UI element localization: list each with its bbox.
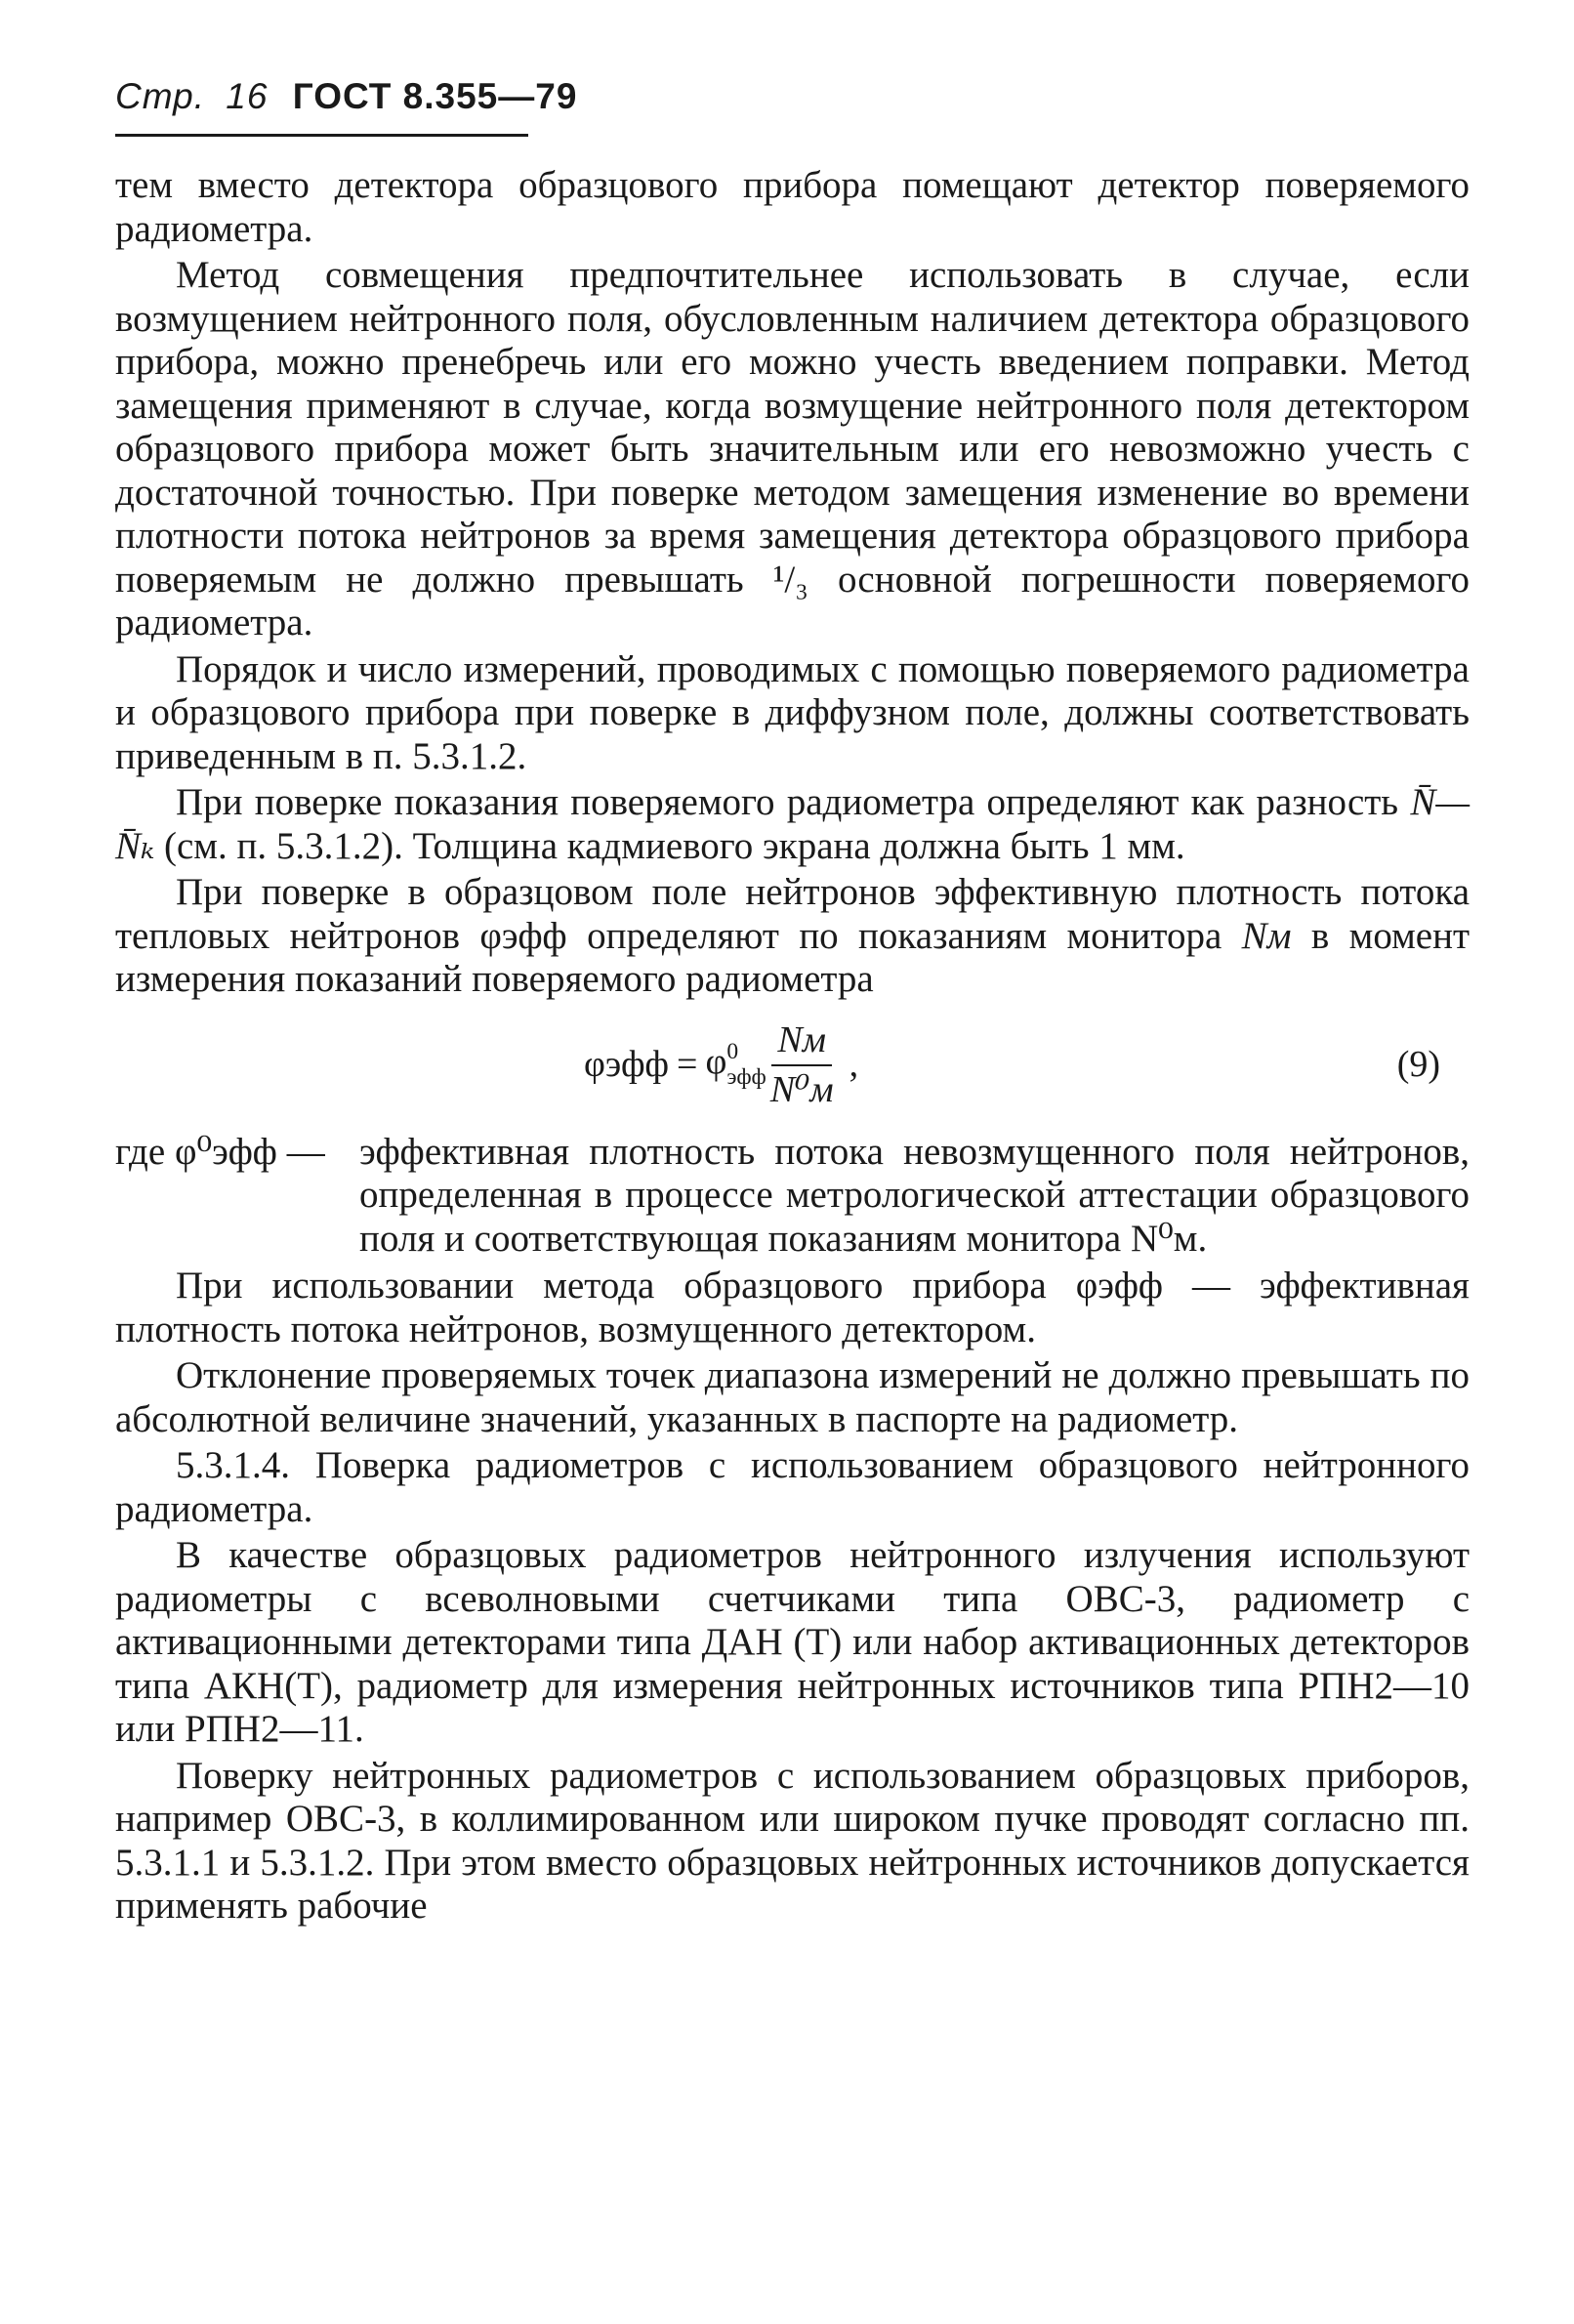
monitor-symbol: Nм (1241, 914, 1292, 957)
header-rule (115, 134, 528, 137)
formula-lhs: φэфф (584, 1044, 670, 1086)
phi0-sub: эфф (726, 1063, 766, 1090)
where-dash: — (286, 1130, 325, 1173)
phi-eff-symbol: φэфф (479, 914, 567, 957)
formula-phi0 (705, 1040, 766, 1091)
formula-comma: , (849, 1044, 859, 1086)
document-body (115, 164, 1470, 1931)
formula-9 (115, 1008, 1470, 1123)
page-header (115, 76, 577, 117)
paragraph-1: тем вместо детектора образцового прибора помещают детектор поверяемого радиометра. (115, 164, 1470, 250)
where-symbol: φ⁰эфф (174, 1130, 277, 1173)
one-third-fraction: ¹/₃ (772, 558, 808, 601)
paragraph-4-end: (см. п. 5.3.1.2). Толщина кадмиевого экрана должна быть 1 мм. (164, 824, 1185, 867)
paragraph-5-mid: определяют по показаниям монитора (587, 914, 1222, 957)
where-description: эффективная плотность потока невозмущенного поля нейтронов, определенная в процессе метрологической аттестации образцового поля и соответствующая показаниям монитора N⁰м. (359, 1130, 1470, 1260)
paragraph-10: Поверку нейтронных радиометров с использованием образцовых приборов, например ОВС-3, в коллимированном или широком пучке проводят согласно пп. 5.3.1.1 и 5.3.1.2. При этом вместо образцовых нейтронных источников допускается применять рабочие (115, 1754, 1470, 1927)
paragraph-3: Порядок и число измерений, проводимых с помощью поверяемого радиометра и образцового прибора при поверке в диффузном поле, должны соответствовать приведенным в п. 5.3.1.2. (115, 647, 1470, 777)
formula-expression (584, 1008, 858, 1123)
where-label: где (115, 1130, 166, 1173)
where-term (115, 1131, 359, 1262)
page-label: Стр. (115, 76, 205, 116)
page-number: 16 (226, 76, 269, 116)
paragraph-9: В качестве образцовых радиометров нейтронного излучения используют радиометры с всеволновыми счетчиками типа ОВС-3, радиометр с активационными детекторами типа ДАН (Т) или набор активационных детекторов типа АКН(Т), радиометр для измерения нейтронных источников типа РПН2—10 или РПН2—11. (115, 1534, 1470, 1750)
paragraph-7: Отклонение проверяемых точек диапазона измерений не должно превышать по абсолютной величине значений, указанных в паспорте на радиометр. (115, 1354, 1470, 1440)
fraction-denominator: N⁰м (769, 1068, 834, 1110)
phi0-scripts (726, 1040, 766, 1091)
paragraph-4 (115, 781, 1470, 868)
section-5-3-1-4: 5.3.1.4. Поверка радиометров с использованием образцового нейтронного радиометра. (115, 1444, 1470, 1530)
difference-expression: N̄—N̄ₖ (115, 781, 1470, 867)
formula-equals: = (677, 1044, 698, 1086)
phi0-base: φ (705, 1041, 727, 1083)
paragraph-5-end: в момент измерения показаний поверяемого радиометра (115, 914, 1470, 1000)
paragraph-4-start: При поверке показания поверяемого радиометра определяют как разность (176, 781, 1399, 823)
fraction-numerator: Nм (771, 1018, 832, 1066)
paragraph-2 (115, 254, 1470, 645)
paragraph-6: При использовании метода образцового прибора φэфф — эффективная плотность потока нейтронов, возмущенного детектором. (115, 1265, 1470, 1350)
standard-code: ГОСТ 8.355—79 (292, 76, 578, 116)
paragraph-2-end: основной погрешности поверяемого радиометра. (115, 558, 1470, 643)
where-clause (115, 1131, 1470, 1262)
phi0-sup: 0 (726, 1038, 739, 1064)
paragraph-2-text: Метод совмещения предпочтительнее использовать в случае, если возмущением нейтронного поля, обусловленным наличием детектора образцового прибора, можно пренебречь или его можно учесть введением поправки. Метод замещения применяют в случае, когда возмущение нейтронного поля детектором образцового прибора может быть значительным или его невозможно учесть с достаточной точностью. При поверке методом замещения изменение во времени плотности потока нейтронов за время замещения детектора образцового прибора поверяемым не должно превышать (115, 254, 1470, 601)
paragraph-5-start: При поверке в образцовом поле нейтронов эффективную плотность потока тепловых нейтронов (115, 871, 1470, 957)
formula-fraction (770, 1018, 834, 1111)
paragraph-5 (115, 871, 1470, 1002)
equation-number: (9) (1396, 1043, 1440, 1085)
